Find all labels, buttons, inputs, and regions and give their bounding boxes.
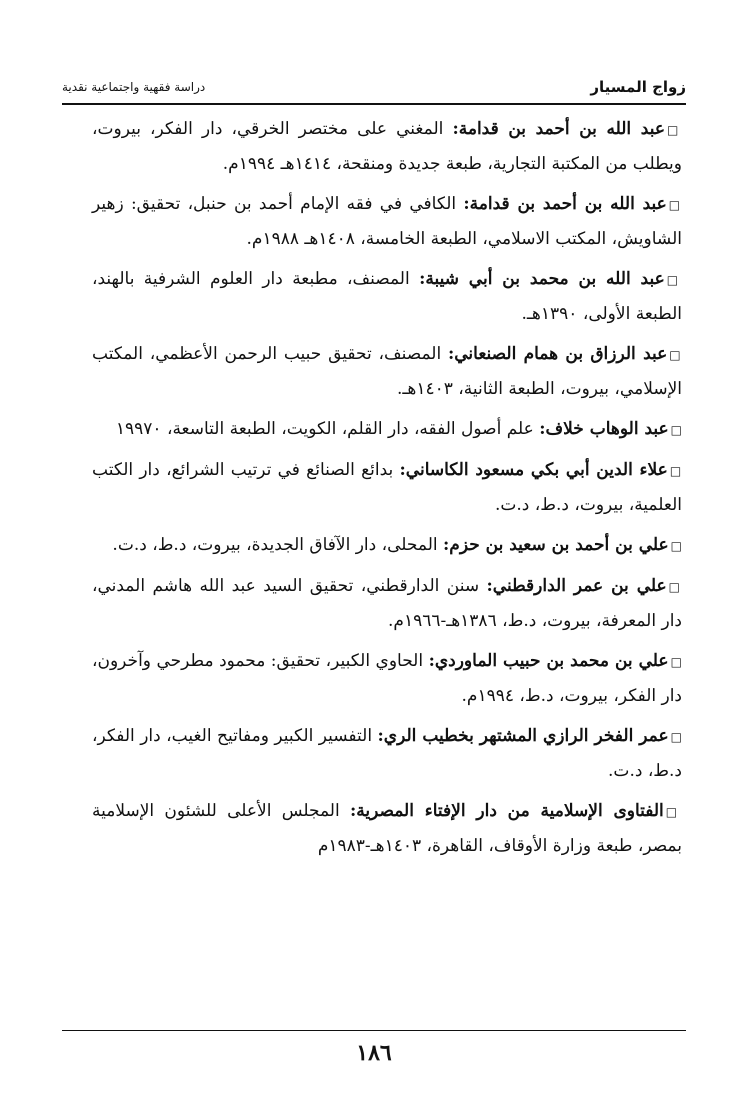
entry-details: المصنف، مطبعة دار العلوم الشرفية بالهند، الطبعة الأولى، ١٣٩٠هـ.: [92, 269, 682, 324]
square-bullet-icon: □: [669, 348, 682, 362]
bibliography-entry: [92, 187, 682, 256]
entry-author: علي بن محمد بن حبيب الماوردي:: [428, 651, 669, 671]
square-bullet-icon: □: [668, 198, 683, 212]
running-header: [62, 78, 686, 100]
entry-details: الحاوي الكبير، تحقيق: محمود مطرحي وآخرون، دار الفكر، بيروت، د.ط، ١٩٩٤م.: [92, 651, 682, 706]
square-bullet-icon: □: [670, 423, 682, 437]
bibliography-entry: [92, 644, 682, 713]
entry-details: علم أصول الفقه، دار القلم، الكويت، الطبعة التاسعة، ١٩٩٧٠: [115, 419, 540, 439]
bibliography-entry: [92, 569, 682, 638]
bibliography-entry: [92, 453, 682, 522]
square-bullet-icon: □: [668, 580, 682, 594]
entry-author: عمر الفخر الرازي المشتهر بخطيب الري:: [377, 726, 669, 746]
square-bullet-icon: □: [670, 539, 682, 553]
square-bullet-icon: □: [665, 805, 682, 819]
entry-author: علي بن أحمد بن سعيد بن حزم:: [443, 535, 669, 555]
square-bullet-icon: □: [666, 123, 683, 137]
book-subtitle: دراسة فقهية واجتماعية نقدية: [62, 80, 206, 94]
entry-author: علاء الدين أبي بكي مسعود الكاساني:: [399, 460, 668, 480]
book-title: زواج المسيار: [590, 78, 686, 96]
footer-divider: [62, 1030, 686, 1031]
entry-details: المغني على مختصر الخرقي، دار الفكر، بيروت، ويطلب من المكتبة التجارية، طبعة جديدة ومنقحة، ١٤١٤هـ ١٩٩٤م.: [92, 119, 682, 174]
bibliography-entry: [92, 337, 682, 406]
bibliography-entry: [92, 794, 682, 863]
entry-author: عبد الرزاق بن همام الصنعاني:: [447, 344, 668, 364]
entry-author: عبد الوهاب خلاف:: [539, 419, 669, 439]
bibliography-list: [92, 112, 682, 869]
entry-author: عبد الله بن أحمد بن قدامة:: [463, 194, 667, 214]
bibliography-entry: [92, 719, 682, 788]
bibliography-entry: [92, 528, 682, 563]
bibliography-entry: [92, 412, 682, 447]
entry-author: عبد الله بن محمد بن أبي شيبة:: [419, 269, 665, 289]
square-bullet-icon: □: [669, 464, 682, 478]
entry-author: الفتاوى الإسلامية من دار الإفتاء المصرية:: [349, 801, 664, 821]
bibliography-entry: [92, 112, 682, 181]
entry-author: علي بن عمر الدارقطني:: [486, 576, 667, 596]
entry-details: المجلس الأعلى للشئون الإسلامية بمصر، طبعة وزارة الأوقاف، القاهرة، ١٤٠٣هـ-١٩٨٣م: [92, 801, 682, 856]
entry-details: المحلى، دار الآفاق الجديدة، بيروت، د.ط، د.ت.: [112, 535, 444, 555]
entry-details: التفسير الكبير ومفاتيح الغيب، دار الفكر، د.ط، د.ت.: [92, 726, 682, 781]
entry-details: بدائع الصنائع في ترتيب الشرائع، دار الكتب العلمية، بيروت، د.ط، د.ت.: [92, 460, 682, 515]
entry-author: عبد الله بن أحمد بن قدامة:: [452, 119, 665, 139]
entry-details: سنن الدارقطني، تحقيق السيد عبد الله هاشم المدني، دار المعرفة، بيروت، د.ط، ١٣٨٦هـ-١٩٦٦م.: [92, 576, 682, 631]
header-divider: [62, 103, 686, 105]
bibliography-entry: [92, 262, 682, 331]
square-bullet-icon: □: [670, 655, 683, 669]
entry-details: الكافي في فقه الإمام أحمد بن حنبل، تحقيق: زهير الشاويش، المكتب الاسلامي، الطبعة الخامسة، ١٤٠٨هـ ١٩٨٨م.: [92, 194, 682, 249]
square-bullet-icon: □: [666, 273, 683, 287]
square-bullet-icon: □: [670, 730, 683, 744]
entry-details: المصنف، تحقيق حبيب الرحمن الأعظمي، المكتب الإسلامي، بيروت، الطبعة الثانية، ١٤٠٣هـ.: [92, 344, 682, 399]
page-number: ١٨٦: [356, 1040, 392, 1066]
